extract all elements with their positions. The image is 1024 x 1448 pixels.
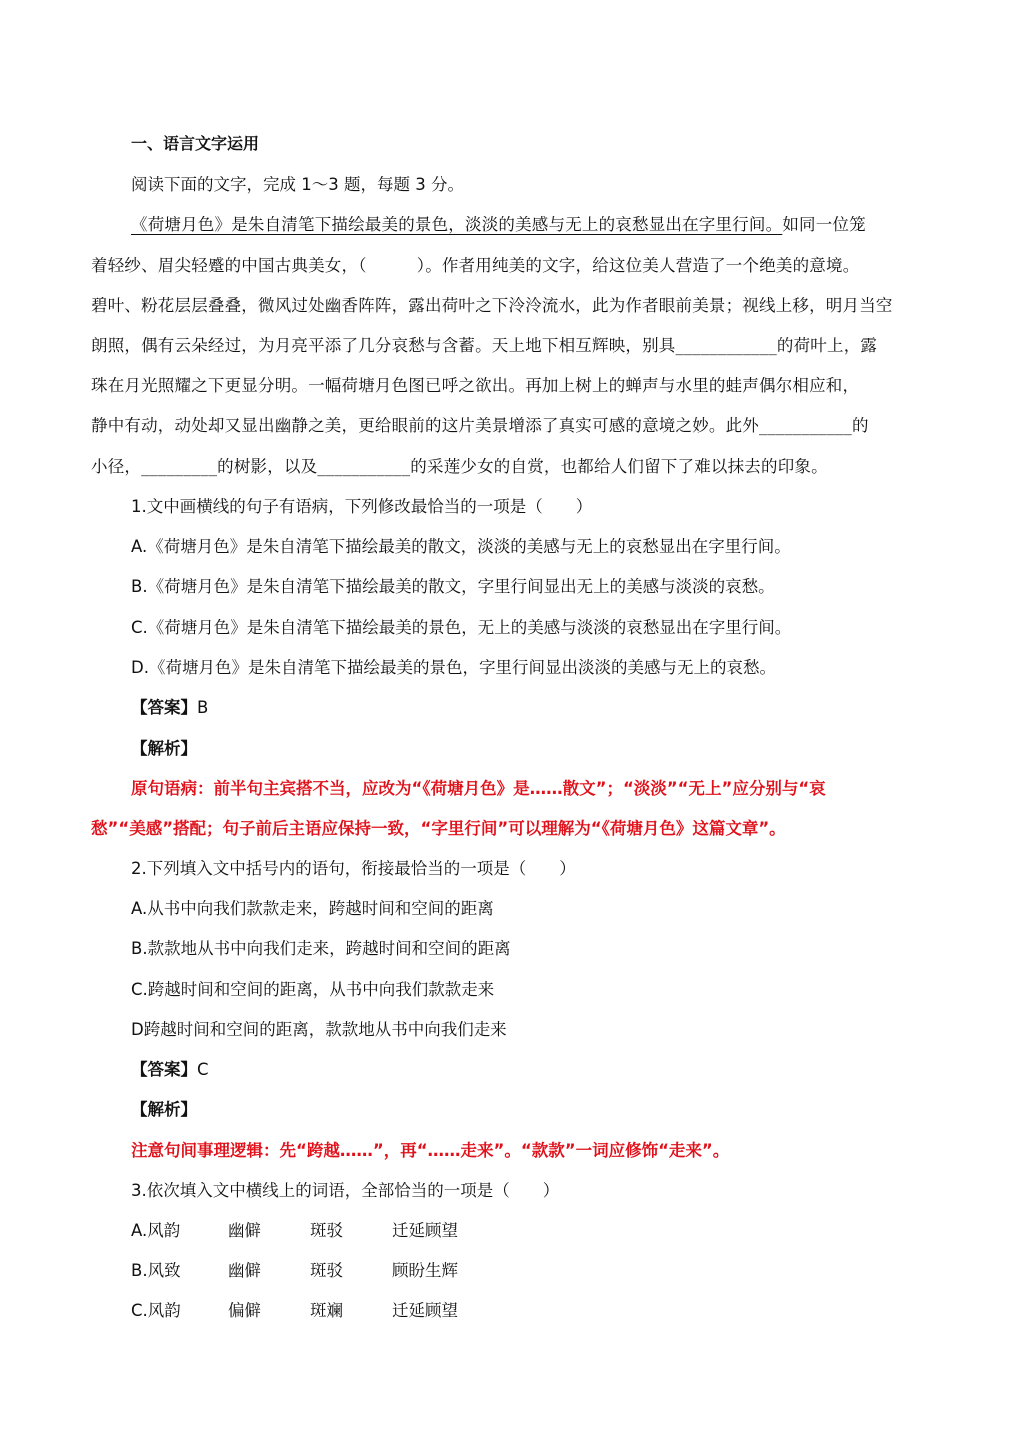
question-2-answer xyxy=(131,1059,928,1081)
question-2-option-a: A.从书中向我们款款走来，跨越时间和空间的距离 xyxy=(131,899,494,918)
option-word: C.风韵 xyxy=(131,1301,181,1320)
question-2-stem: 2.下列填入文中括号内的语句，衔接最恰当的一项是（ ） xyxy=(131,859,576,878)
passage-line-3: 碧叶、粉花层层叠叠，微风过处幽香阵阵，露出荷叶之下泠泠流水，此为作者眼前美景；视线上移，明月当空 xyxy=(91,296,893,315)
underlined-sentence: 《荷塘月色》是朱自清笔下描绘最美的景色，淡淡的美感与无上的哀愁显出在字里行间。 xyxy=(131,215,783,234)
answer-value: C xyxy=(197,1060,209,1079)
option-word: 斑斓 xyxy=(310,1301,343,1320)
instruction: 阅读下面的文字，完成 1～3 题，每题 3 分。 xyxy=(131,175,464,194)
question-2-analysis-label: 【解析】 xyxy=(131,1100,197,1119)
question-3-option-c xyxy=(131,1300,928,1322)
answer-value: B xyxy=(197,698,209,717)
option-word: 斑驳 xyxy=(310,1221,343,1240)
question-1-option-a: A.《荷塘月色》是朱自清笔下描绘最美的散文，淡淡的美感与无上的哀愁显出在字里行间。 xyxy=(131,537,791,556)
passage-line-4: 朗照，偶有云朵经过，为月亮平添了几分哀愁与含蓄。天上地下相互辉映，别具____________的荷叶上，露 xyxy=(91,336,878,355)
section-heading: 一、语言文字运用 xyxy=(131,134,260,153)
question-2-option-c: C.跨越时间和空间的距离，从书中向我们款款走来 xyxy=(131,980,495,999)
question-1-option-b: B.《荷塘月色》是朱自清笔下描绘最美的散文，字里行间显出无上的美感与淡淡的哀愁。 xyxy=(131,577,775,596)
question-2-option-b: B.款款地从书中向我们走来，跨越时间和空间的距离 xyxy=(131,939,511,958)
passage-line-7: 小径，_________的树影，以及___________的采莲少女的自赏，也都给人们留下了难以抹去的印象。 xyxy=(91,457,828,476)
answer-label: 【答案】 xyxy=(131,1060,197,1079)
option-word: A.风韵 xyxy=(131,1221,181,1240)
question-1-answer xyxy=(131,697,928,719)
passage-line-1-rest: 如同一位笼 xyxy=(782,215,866,234)
question-3-stem: 3.依次填入文中横线上的词语，全部恰当的一项是（ ） xyxy=(131,1181,560,1200)
option-word: 幽僻 xyxy=(228,1221,261,1240)
passage-line-1 xyxy=(131,214,928,236)
passage-line-6: 静中有动，动处却又显出幽静之美，更给眼前的这片美景增添了真实可感的意境之妙。此外___________的 xyxy=(91,416,869,435)
passage-line-2: 着轻纱、眉尖轻蹙的中国古典美女，（ ）。作者用纯美的文字，给这位美人营造了一个绝美的意境。 xyxy=(91,256,860,275)
question-1-option-d: D.《荷塘月色》是朱自清笔下描绘最美的景色，字里行间显出淡淡的美感与无上的哀愁。 xyxy=(131,658,776,677)
option-word: 迁延顾望 xyxy=(392,1221,458,1240)
question-2-option-d: D跨越时间和空间的距离，款款地从书中向我们走来 xyxy=(131,1020,507,1039)
option-word: 幽僻 xyxy=(228,1261,261,1280)
question-3-option-a xyxy=(131,1220,928,1242)
passage-line-5: 珠在月光照耀之下更显分明。一幅荷塘月色图已呼之欲出。再加上树上的蝉声与水里的蛙声偶尔相应和， xyxy=(91,376,860,395)
question-1-analysis-label: 【解析】 xyxy=(131,739,197,758)
question-1-option-c: C.《荷塘月色》是朱自清笔下描绘最美的景色，无上的美感与淡淡的哀愁显出在字里行间。 xyxy=(131,618,792,637)
option-word: B.风致 xyxy=(131,1261,181,1280)
option-word: 斑驳 xyxy=(310,1261,343,1280)
question-1-analysis-line-2: 愁”“美感”搭配；句子前后主语应保持一致，“字里行间”可以理解为“《荷塘月色》这篇文章”。 xyxy=(91,819,786,838)
question-3-option-b xyxy=(131,1260,928,1282)
option-word: 迁延顾望 xyxy=(392,1301,458,1320)
question-1-analysis-line-1: 原句语病：前半句主宾搭不当，应改为“《荷塘月色》是……散文”；“淡淡”“无上”应分别与“哀 xyxy=(131,779,826,798)
option-word: 顾盼生辉 xyxy=(392,1261,458,1280)
question-1-stem: 1.文中画横线的句子有语病，下列修改最恰当的一项是（ ） xyxy=(131,497,593,516)
option-word: 偏僻 xyxy=(228,1301,261,1320)
answer-label: 【答案】 xyxy=(131,698,197,717)
question-2-analysis: 注意句间事理逻辑：先“跨越……”，再“……走来”。“款款”一词应修饰“走来”。 xyxy=(131,1141,730,1160)
